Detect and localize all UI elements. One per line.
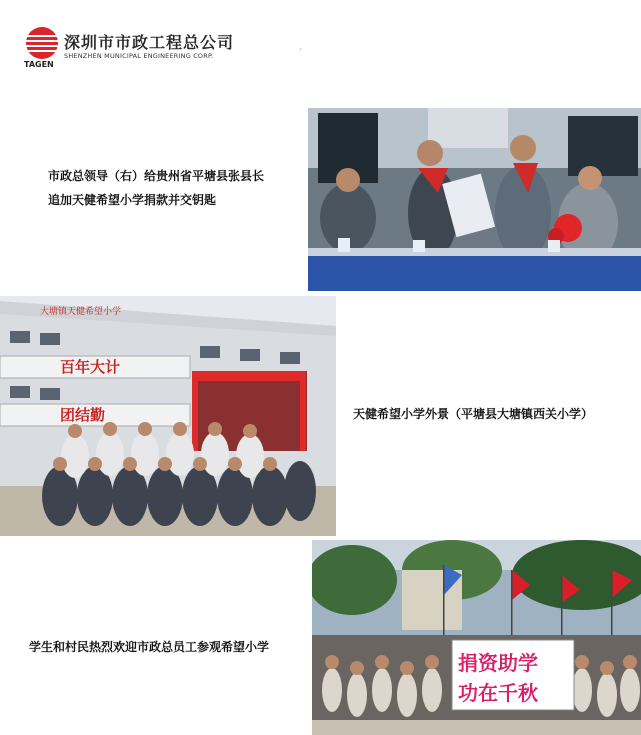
photo-school-exterior	[0, 296, 336, 536]
wall-slogan-1: 百年大计	[60, 358, 121, 376]
photo-donation-ceremony	[308, 108, 641, 291]
caption-photo1-line1: 市政总领导（右）给贵州省平塘县张县长	[48, 169, 265, 183]
caption-photo1	[48, 164, 264, 212]
caption-photo3: 学生和村民热烈欢迎市政总员工参观希望小学	[29, 640, 270, 654]
caption-photo2: 天健希望小学外景（平塘县大塘镇西关小学）	[353, 407, 594, 421]
wall-slogan-2: 团结勤	[60, 406, 106, 424]
photo-welcome-crowd	[312, 540, 641, 735]
company-name-en: SHENZHEN MUNICIPAL ENGINEERING CORP.	[64, 52, 214, 60]
company-name-cn: 深圳市市政工程总公司	[64, 33, 235, 52]
caption-photo1-line2: 追加天健希望小学捐款并交钥匙	[48, 193, 217, 207]
banner-text-2: 功在千秋	[458, 681, 538, 705]
brand-wordmark: TAGEN	[24, 60, 54, 69]
tagen-logo-icon	[25, 26, 59, 60]
banner-text-1: 捐资助学	[458, 651, 538, 675]
school-sign: 大塘镇天健希望小学	[40, 307, 122, 317]
stray-mark: `	[299, 48, 303, 57]
